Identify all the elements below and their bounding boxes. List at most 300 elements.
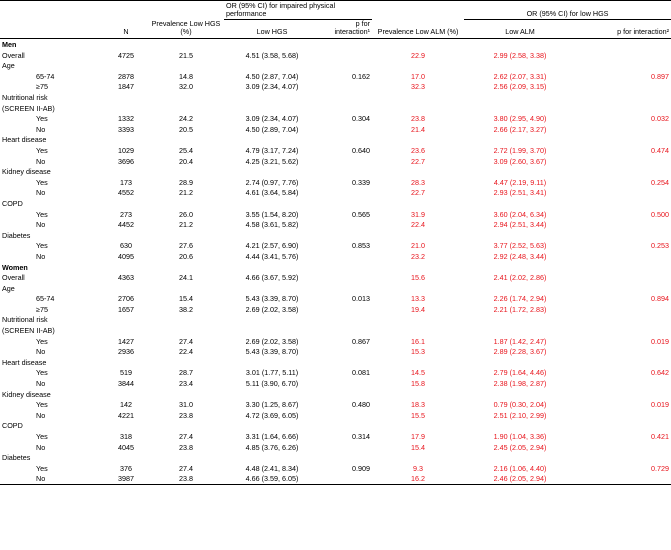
table-row [0, 38, 671, 49]
cell-p-interaction-2 [576, 442, 671, 453]
cell-prevalence-low-hgs [148, 92, 224, 103]
cell-n: 4725 [118, 50, 134, 60]
cell-or-low-hgs [224, 452, 320, 463]
cell-n: 4552 [118, 188, 134, 198]
row-label: Kidney disease [2, 167, 51, 177]
cell-n: 3393 [118, 124, 134, 134]
cell-p-interaction-2 [576, 283, 671, 294]
header-row-columns [0, 19, 671, 38]
cell-p-interaction-2 [576, 38, 671, 49]
cell-prevalence-low-alm [372, 38, 464, 49]
cell-prevalence-low-alm [372, 357, 464, 368]
cell-p-interaction-1 [320, 452, 372, 463]
row-label: Diabetes [2, 230, 31, 240]
table-row [0, 145, 671, 156]
cell-n [104, 134, 148, 145]
cell-p-interaction-2 [576, 272, 671, 283]
cell-n: 4045 [118, 442, 134, 452]
cell-prevalence-low-alm: 23.2 [411, 251, 426, 261]
cell-or-low-hgs: 4.44 (3.41, 5.76) [245, 251, 299, 261]
cell-p-interaction-2 [576, 103, 671, 114]
cell-prevalence-low-alm: 22.4 [411, 220, 426, 230]
cell-n: 3696 [118, 156, 134, 166]
cell-n: 630 [120, 241, 132, 251]
cell-prevalence-low-alm: 16.2 [372, 473, 464, 484]
cell-or-low-alm: 2.72 (1.99, 3.70) [493, 145, 547, 155]
cell-p-interaction-1 [320, 304, 372, 315]
cell-p-interaction-2: 0.032 [651, 114, 670, 124]
cell-n [104, 452, 148, 463]
cell-p-interaction-1 [320, 187, 372, 198]
cell-p-interaction-2: 0.421 [651, 432, 670, 442]
cell-p-interaction-2 [576, 92, 671, 103]
row-label: Yes [36, 145, 48, 155]
table-row [0, 336, 671, 347]
table-row [0, 177, 671, 188]
cell-or-low-hgs [224, 134, 320, 145]
cell-prevalence-low-alm: 22.7 [411, 156, 426, 166]
cell-n: 1427 [118, 336, 134, 346]
cell-p-interaction-1 [320, 272, 372, 283]
cell-prevalence-low-alm: 15.4 [411, 442, 426, 452]
cell-n: 4452 [118, 220, 134, 230]
cell-n [104, 325, 148, 336]
cell-p-interaction-2 [576, 389, 671, 400]
row-label: Yes [36, 432, 48, 442]
cell-n [104, 230, 148, 241]
cell-p-interaction-1 [320, 155, 372, 166]
cell-or-low-alm [464, 166, 576, 177]
cell-or-low-alm: 2.62 (2.07, 3.31) [493, 71, 547, 81]
table-row [0, 71, 671, 82]
row-label: Kidney disease [2, 389, 51, 399]
header-row-groups [0, 1, 671, 20]
row-label: Overall [2, 50, 25, 60]
cell-prevalence-low-alm [372, 198, 464, 209]
table-row [0, 134, 671, 145]
cell-or-low-hgs: 2.69 (2.02, 3.58) [245, 336, 299, 346]
cell-or-low-alm [464, 230, 576, 241]
cell-or-low-hgs [224, 389, 320, 400]
row-label: No [36, 124, 46, 134]
cell-prevalence-low-alm: 21.0 [411, 241, 426, 251]
cell-p-interaction-2: 0.894 [651, 294, 670, 304]
cell-prevalence-low-hgs [148, 357, 224, 368]
cell-or-low-hgs: 4.51 (3.58, 5.68) [245, 50, 299, 60]
cell-prevalence-low-hgs: 22.4 [179, 347, 193, 357]
table-row [0, 304, 671, 315]
table-row [0, 198, 671, 209]
cell-or-low-hgs [224, 314, 320, 325]
cell-p-interaction-2: 0.897 [651, 71, 670, 81]
cell-n: 142 [120, 400, 132, 410]
cell-prevalence-low-alm [372, 283, 464, 294]
row-label: Nutritional risk [2, 93, 48, 103]
row-label: Yes [36, 336, 48, 346]
table-row [0, 367, 671, 378]
cell-n [104, 198, 148, 209]
cell-p-interaction-1 [320, 230, 372, 241]
row-label: Yes [36, 368, 48, 378]
cell-prevalence-low-hgs: 21.5 [179, 50, 193, 60]
cell-prevalence-low-hgs [148, 230, 224, 241]
cell-or-low-alm: 2.38 (1.98, 2.87) [493, 379, 547, 389]
cell-or-low-alm [464, 92, 576, 103]
row-label: Women [2, 262, 28, 272]
cell-or-low-hgs: 5.43 (3.39, 8.70) [245, 294, 299, 304]
cell-or-low-alm: 2.41 (2.02, 2.86) [493, 273, 547, 283]
table-row [0, 283, 671, 294]
row-label: Age [2, 283, 15, 293]
cell-n [104, 261, 148, 272]
cell-or-low-hgs [224, 325, 320, 336]
header-prevalence-low-hgs: Prevalence Low HGS (%) [148, 19, 224, 38]
row-label: No [0, 473, 104, 484]
header-low-hgs: Low HGS [224, 19, 320, 38]
cell-p-interaction-1 [320, 357, 372, 368]
cell-or-low-hgs: 3.09 (2.34, 4.07) [245, 114, 299, 124]
row-label: Diabetes [2, 453, 31, 463]
cell-or-low-alm: 1.87 (1.42, 2.47) [493, 336, 547, 346]
cell-or-low-hgs [224, 166, 320, 177]
cell-p-interaction-2 [576, 410, 671, 421]
row-label: No [36, 220, 46, 230]
cell-or-low-alm [464, 283, 576, 294]
cell-n: 1029 [118, 145, 134, 155]
cell-or-low-alm: 2.51 (2.10, 2.99) [493, 410, 547, 420]
table-row [0, 92, 671, 103]
cell-p-interaction-1 [320, 325, 372, 336]
cell-prevalence-low-alm: 23.8 [411, 114, 426, 124]
cell-or-low-hgs [224, 198, 320, 209]
header-low-alm: Low ALM [464, 19, 576, 38]
cell-prevalence-low-hgs [148, 38, 224, 49]
cell-p-interaction-1: 0.565 [352, 209, 371, 219]
cell-p-interaction-2 [576, 378, 671, 389]
cell-p-interaction-1 [320, 134, 372, 145]
cell-prevalence-low-hgs: 14.8 [179, 71, 193, 81]
cell-p-interaction-2 [576, 473, 671, 484]
cell-n: 173 [120, 177, 132, 187]
cell-or-low-alm: 1.90 (1.04, 3.36) [493, 432, 547, 442]
cell-p-interaction-2: 0.642 [651, 368, 670, 378]
row-label: 65-74 [36, 294, 55, 304]
cell-p-interaction-2 [576, 187, 671, 198]
table-row [0, 240, 671, 251]
row-label: 65-74 [36, 71, 55, 81]
header-group-physical-performance: OR (95% CI) for impaired physical performance [224, 1, 372, 20]
cell-or-low-alm [464, 325, 576, 336]
cell-or-low-alm: 2.16 (1.06, 4.40) [493, 463, 547, 473]
cell-prevalence-low-hgs: 31.0 [179, 400, 193, 410]
cell-or-low-alm: 2.21 (1.72, 2.83) [493, 304, 547, 314]
header-prevalence-low-alm: Prevalence Low ALM (%) [372, 19, 464, 38]
cell-prevalence-low-hgs: 20.5 [179, 124, 193, 134]
cell-p-interaction-1 [320, 92, 372, 103]
cell-p-interaction-2: 0.500 [651, 209, 670, 219]
row-label: No [36, 156, 46, 166]
cell-or-low-alm: 3.77 (2.52, 5.63) [493, 241, 547, 251]
cell-prevalence-low-hgs: 27.4 [179, 463, 193, 473]
row-label: Yes [36, 241, 48, 251]
table-row [0, 166, 671, 177]
cell-p-interaction-2: 0.253 [651, 241, 670, 251]
header-blank-n [104, 1, 148, 20]
cell-n: 1332 [118, 114, 134, 124]
header-blank-prev2 [372, 1, 464, 20]
table-row [0, 293, 671, 304]
cell-p-interaction-2 [576, 325, 671, 336]
cell-prevalence-low-alm: 15.5 [411, 410, 426, 420]
cell-p-interaction-2 [576, 261, 671, 272]
table-row [0, 187, 671, 198]
cell-or-low-hgs: 4.25 (3.21, 5.62) [245, 156, 299, 166]
cell-prevalence-low-hgs: 24.1 [179, 273, 193, 283]
header-n: N [104, 19, 148, 38]
cell-or-low-alm [464, 357, 576, 368]
cell-or-low-hgs [224, 60, 320, 71]
cell-or-low-alm: 2.94 (2.51, 3.44) [493, 220, 547, 230]
header-blank [0, 1, 104, 20]
cell-p-interaction-2 [576, 420, 671, 431]
table-row [0, 431, 671, 442]
cell-prevalence-low-hgs: 21.2 [179, 220, 193, 230]
cell-p-interaction-1: 0.314 [352, 432, 371, 442]
cell-p-interaction-2 [576, 219, 671, 230]
cell-or-low-alm [464, 261, 576, 272]
cell-p-interaction-2 [576, 314, 671, 325]
cell-prevalence-low-alm: 15.8 [411, 379, 426, 389]
cell-prevalence-low-alm [372, 261, 464, 272]
cell-or-low-hgs: 4.85 (3.76, 6.26) [245, 442, 299, 452]
cell-p-interaction-1 [320, 166, 372, 177]
cell-or-low-hgs: 4.50 (2.89, 7.04) [245, 124, 299, 134]
cell-prevalence-low-alm: 18.3 [411, 400, 426, 410]
cell-prevalence-low-hgs: 23.8 [179, 410, 193, 420]
cell-p-interaction-1 [320, 420, 372, 431]
cell-prevalence-low-alm: 15.6 [411, 273, 426, 283]
cell-or-low-alm: 2.45 (2.05, 2.94) [493, 442, 547, 452]
cell-n [104, 314, 148, 325]
cell-prevalence-low-hgs: 24.2 [179, 114, 193, 124]
cell-prevalence-low-alm: 21.4 [411, 124, 426, 134]
cell-prevalence-low-alm: 23.6 [411, 145, 426, 155]
table-row [0, 357, 671, 368]
cell-p-interaction-1: 0.081 [352, 368, 371, 378]
cell-p-interaction-2 [576, 304, 671, 315]
table-row [0, 389, 671, 400]
cell-p-interaction-1: 0.867 [352, 336, 371, 346]
cell-prevalence-low-hgs [148, 198, 224, 209]
cell-p-interaction-2 [576, 50, 671, 61]
cell-or-low-alm: 2.79 (1.64, 4.46) [493, 368, 547, 378]
cell-p-interaction-1: 0.640 [352, 145, 371, 155]
cell-or-low-hgs: 5.11 (3.90, 6.70) [245, 379, 299, 389]
cell-or-low-hgs: 3.55 (1.54, 8.20) [245, 209, 299, 219]
cell-prevalence-low-hgs: 27.4 [179, 432, 193, 442]
cell-or-low-hgs [224, 357, 320, 368]
cell-p-interaction-2 [576, 198, 671, 209]
cell-or-low-alm [464, 60, 576, 71]
cell-n: 2706 [118, 294, 134, 304]
cell-n: 1657 [118, 304, 134, 314]
table-row [0, 81, 671, 92]
cell-prevalence-low-alm [372, 452, 464, 463]
cell-prevalence-low-hgs: 25.4 [179, 145, 193, 155]
cell-prevalence-low-hgs [148, 452, 224, 463]
cell-or-low-hgs [224, 261, 320, 272]
row-label: Nutritional risk [2, 315, 48, 325]
cell-p-interaction-1: 0.339 [352, 177, 371, 187]
cell-prevalence-low-hgs: 27.4 [179, 336, 193, 346]
cell-or-low-hgs: 4.66 (3.59, 6.05) [224, 473, 320, 484]
cell-or-low-hgs: 4.61 (3.64, 5.84) [245, 188, 299, 198]
header-blank-prev [148, 1, 224, 20]
cell-or-low-alm [464, 452, 576, 463]
cell-n [104, 389, 148, 400]
cell-or-low-alm: 3.80 (2.95, 4.90) [493, 114, 547, 124]
cell-prevalence-low-alm: 13.3 [411, 294, 426, 304]
row-label: No [36, 379, 46, 389]
cell-or-low-hgs: 4.48 (2.41, 8.34) [245, 463, 299, 473]
cell-prevalence-low-hgs [148, 283, 224, 294]
row-label: Yes [36, 114, 48, 124]
cell-or-low-hgs: 3.30 (1.25, 8.67) [245, 400, 299, 410]
cell-or-low-alm: 3.60 (2.04, 6.34) [493, 209, 547, 219]
cell-prevalence-low-hgs: 28.7 [179, 368, 193, 378]
cell-p-interaction-2: 0.474 [651, 145, 670, 155]
table-row [0, 442, 671, 453]
cell-n: 519 [120, 368, 132, 378]
cell-or-low-hgs: 4.50 (2.87, 7.04) [245, 71, 299, 81]
cell-p-interaction-2 [576, 134, 671, 145]
cell-n [104, 420, 148, 431]
cell-or-low-hgs [224, 38, 320, 49]
cell-prevalence-low-alm: 31.9 [411, 209, 426, 219]
cell-or-low-alm [464, 420, 576, 431]
cell-or-low-hgs [224, 230, 320, 241]
table-row [0, 113, 671, 124]
table-row [0, 103, 671, 114]
cell-p-interaction-1 [320, 81, 372, 92]
cell-p-interaction-2 [576, 166, 671, 177]
table-row [0, 251, 671, 262]
row-label: No [36, 188, 46, 198]
cell-or-low-alm: 2.99 (2.58, 3.38) [493, 50, 547, 60]
cell-p-interaction-1 [320, 410, 372, 421]
cell-n: 273 [120, 209, 132, 219]
cell-prevalence-low-hgs: 28.9 [179, 177, 193, 187]
row-label: Yes [36, 177, 48, 187]
cell-n: 2878 [118, 71, 134, 81]
table-row [0, 60, 671, 71]
cell-prevalence-low-hgs [148, 325, 224, 336]
cell-p-interaction-2 [576, 81, 671, 92]
cell-or-low-alm: 2.56 (2.09, 3.15) [493, 82, 547, 92]
cell-or-low-alm: 2.26 (1.74, 2.94) [493, 294, 547, 304]
cell-p-interaction-1 [320, 389, 372, 400]
cell-p-interaction-1: 0.853 [352, 241, 371, 251]
table-row [0, 420, 671, 431]
cell-prevalence-low-hgs [148, 420, 224, 431]
cell-p-interaction-1: 0.162 [352, 71, 371, 81]
table-row [0, 378, 671, 389]
cell-or-low-alm [464, 38, 576, 49]
cell-p-interaction-1: 0.909 [352, 463, 371, 473]
cell-n [104, 283, 148, 294]
cell-n: 4221 [118, 410, 134, 420]
table-row [0, 314, 671, 325]
row-label: Overall [2, 273, 25, 283]
row-label: COPD [2, 198, 23, 208]
cell-prevalence-low-alm [372, 92, 464, 103]
row-label: Heart disease [2, 357, 47, 367]
cell-p-interaction-1 [320, 38, 372, 49]
cell-or-low-alm: 2.93 (2.51, 3.41) [493, 188, 547, 198]
table-row [0, 473, 671, 484]
cell-prevalence-low-hgs: 23.4 [179, 379, 193, 389]
row-label: (SCREEN II-AB) [2, 103, 55, 113]
cell-n [104, 166, 148, 177]
cell-prevalence-low-hgs [148, 314, 224, 325]
cell-n: 1847 [118, 82, 134, 92]
cell-or-low-hgs [224, 103, 320, 114]
cell-p-interaction-1: 0.304 [352, 114, 371, 124]
cell-n: 318 [120, 432, 132, 442]
cell-prevalence-low-alm [372, 60, 464, 71]
cell-n [104, 103, 148, 114]
cell-or-low-hgs: 4.21 (2.57, 6.90) [245, 241, 299, 251]
cell-prevalence-low-alm: 32.3 [411, 82, 426, 92]
cell-prevalence-low-alm [372, 166, 464, 177]
row-label: Men [2, 40, 17, 50]
cell-or-low-alm: 2.89 (2.28, 3.67) [493, 347, 547, 357]
cell-p-interaction-2 [576, 452, 671, 463]
cell-prevalence-low-alm: 15.3 [411, 347, 426, 357]
table-row [0, 50, 671, 61]
row-label: No [36, 442, 46, 452]
cell-prevalence-low-hgs: 23.8 [148, 473, 224, 484]
cell-or-low-hgs: 2.69 (2.02, 3.58) [245, 304, 299, 314]
cell-prevalence-low-hgs: 21.2 [179, 188, 193, 198]
cell-prevalence-low-alm [372, 314, 464, 325]
cell-p-interaction-1 [320, 124, 372, 135]
cell-or-low-hgs: 4.72 (3.69, 6.05) [245, 410, 299, 420]
cell-p-interaction-1 [320, 251, 372, 262]
cell-n [104, 92, 148, 103]
cell-prevalence-low-hgs [148, 134, 224, 145]
row-label: Yes [36, 209, 48, 219]
cell-prevalence-low-alm: 28.3 [411, 177, 426, 187]
cell-or-low-hgs: 3.09 (2.34, 4.07) [245, 82, 299, 92]
row-label: No [36, 347, 46, 357]
cell-p-interaction-2 [576, 124, 671, 135]
cell-or-low-alm [464, 389, 576, 400]
cell-prevalence-low-hgs [148, 261, 224, 272]
cell-p-interaction-1: 0.480 [352, 400, 371, 410]
row-label: Yes [36, 463, 48, 473]
cell-p-interaction-1 [320, 283, 372, 294]
cell-p-interaction-2 [576, 155, 671, 166]
cell-p-interaction-1 [320, 261, 372, 272]
cell-or-low-alm: 2.46 (2.05, 2.94) [464, 473, 576, 484]
cell-p-interaction-2 [576, 230, 671, 241]
cell-prevalence-low-alm: 17.0 [411, 71, 426, 81]
cell-or-low-hgs: 4.58 (3.61, 5.82) [245, 220, 299, 230]
cell-or-low-hgs: 4.79 (3.17, 7.24) [245, 145, 299, 155]
cell-n [104, 357, 148, 368]
header-group-low-hgs: OR (95% CI) for low HGS [464, 1, 671, 20]
